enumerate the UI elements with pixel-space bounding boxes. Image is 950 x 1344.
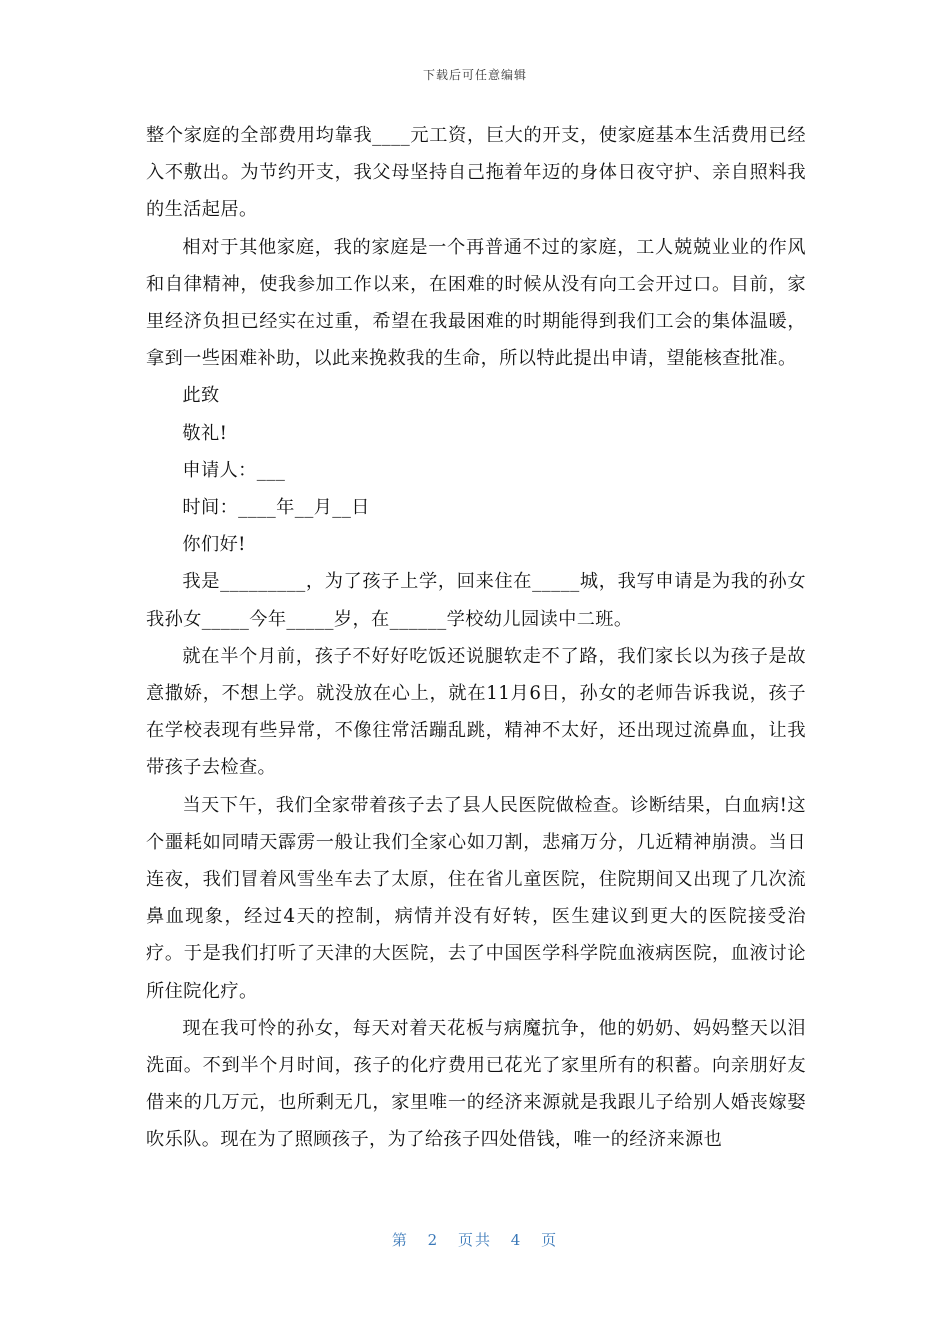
date-line: 时间：____年__月__日 [182,497,370,519]
paragraph: 现在我可怜的孙女，每天对着天花板与病魔抗争，他的奶奶、妈妈整天以泪洗面。不到半个月时间，孩子的化疗费用已花光了家里所有的积蓄。向亲朋好友借来的几万元，也所剩无几，家里唯一的经济来源就是我跟儿子给别人婚丧嫁娶吹乐队。现在为了照顾孩子，为了给孩子四处借钱，唯一的经济来源也 [146,1017,806,1151]
page-header: 下载后可任意编辑 [422,68,527,82]
applicant-line: 申请人：___ [182,459,286,481]
page-footer: 第 2 页共 4 页 [391,1231,559,1249]
paragraph: 当天下午，我们全家带着孩子去了县人民医院做检查。诊断结果，白血病!这个噩耗如同晴天霹雳一般让我们全家心如刀割，悲痛万分，几近精神崩溃。当日连夜，我们冒着风雪坐车去了太原，住在省儿童医院，住院期间又出现了几次流鼻血现象，经过4天的控制，病情并没有好转，医生建议到更大的医院接受治疗。于是我们打听了天津的大医院，去了中国医学科学院血液病医院，血液讨论所住院化疗。 [146,794,806,1002]
closing-regards: 敬礼! [182,422,228,444]
paragraph: 整个家庭的全部费用均靠我____元工资，巨大的开支，使家庭基本生活费用已经入不敷出。为节约开支，我父母坚持自己拖着年迈的身体日夜守护、亲自照料我的生活起居。 [146,125,806,221]
paragraph: 我是_________，为了孩子上学，回来住在_____城，我写申请是为我的孙女我孙女_____今年_____岁，在______学校幼儿园读中二班。 [146,571,806,630]
document-body [146,117,806,1159]
closing-salutation: 此致 [182,385,220,407]
paragraph: 就在半个月前，孩子不好好吃饭还说腿软走不了路，我们家长以为孩子是故意撒娇，不想上学。就没放在心上，就在11月6日，孙女的老师告诉我说，孩子在学校表现有些异常，不像往常活蹦乱跳，精神不太好，还出现过流鼻血，让我带孩子去检查。 [146,645,806,779]
greeting: 你们好! [182,534,246,556]
paragraph: 相对于其他家庭，我的家庭是一个再普通不过的家庭，工人兢兢业业的作风和自律精神，使我参加工作以来，在困难的时候从没有向工会开过口。目前，家里经济负担已经实在过重，希望在我最困难的时期能得到我们工会的集体温暖，拿到一些困难补助，以此来挽救我的生命，所以特此提出申请，望能核查批准。 [146,236,806,370]
